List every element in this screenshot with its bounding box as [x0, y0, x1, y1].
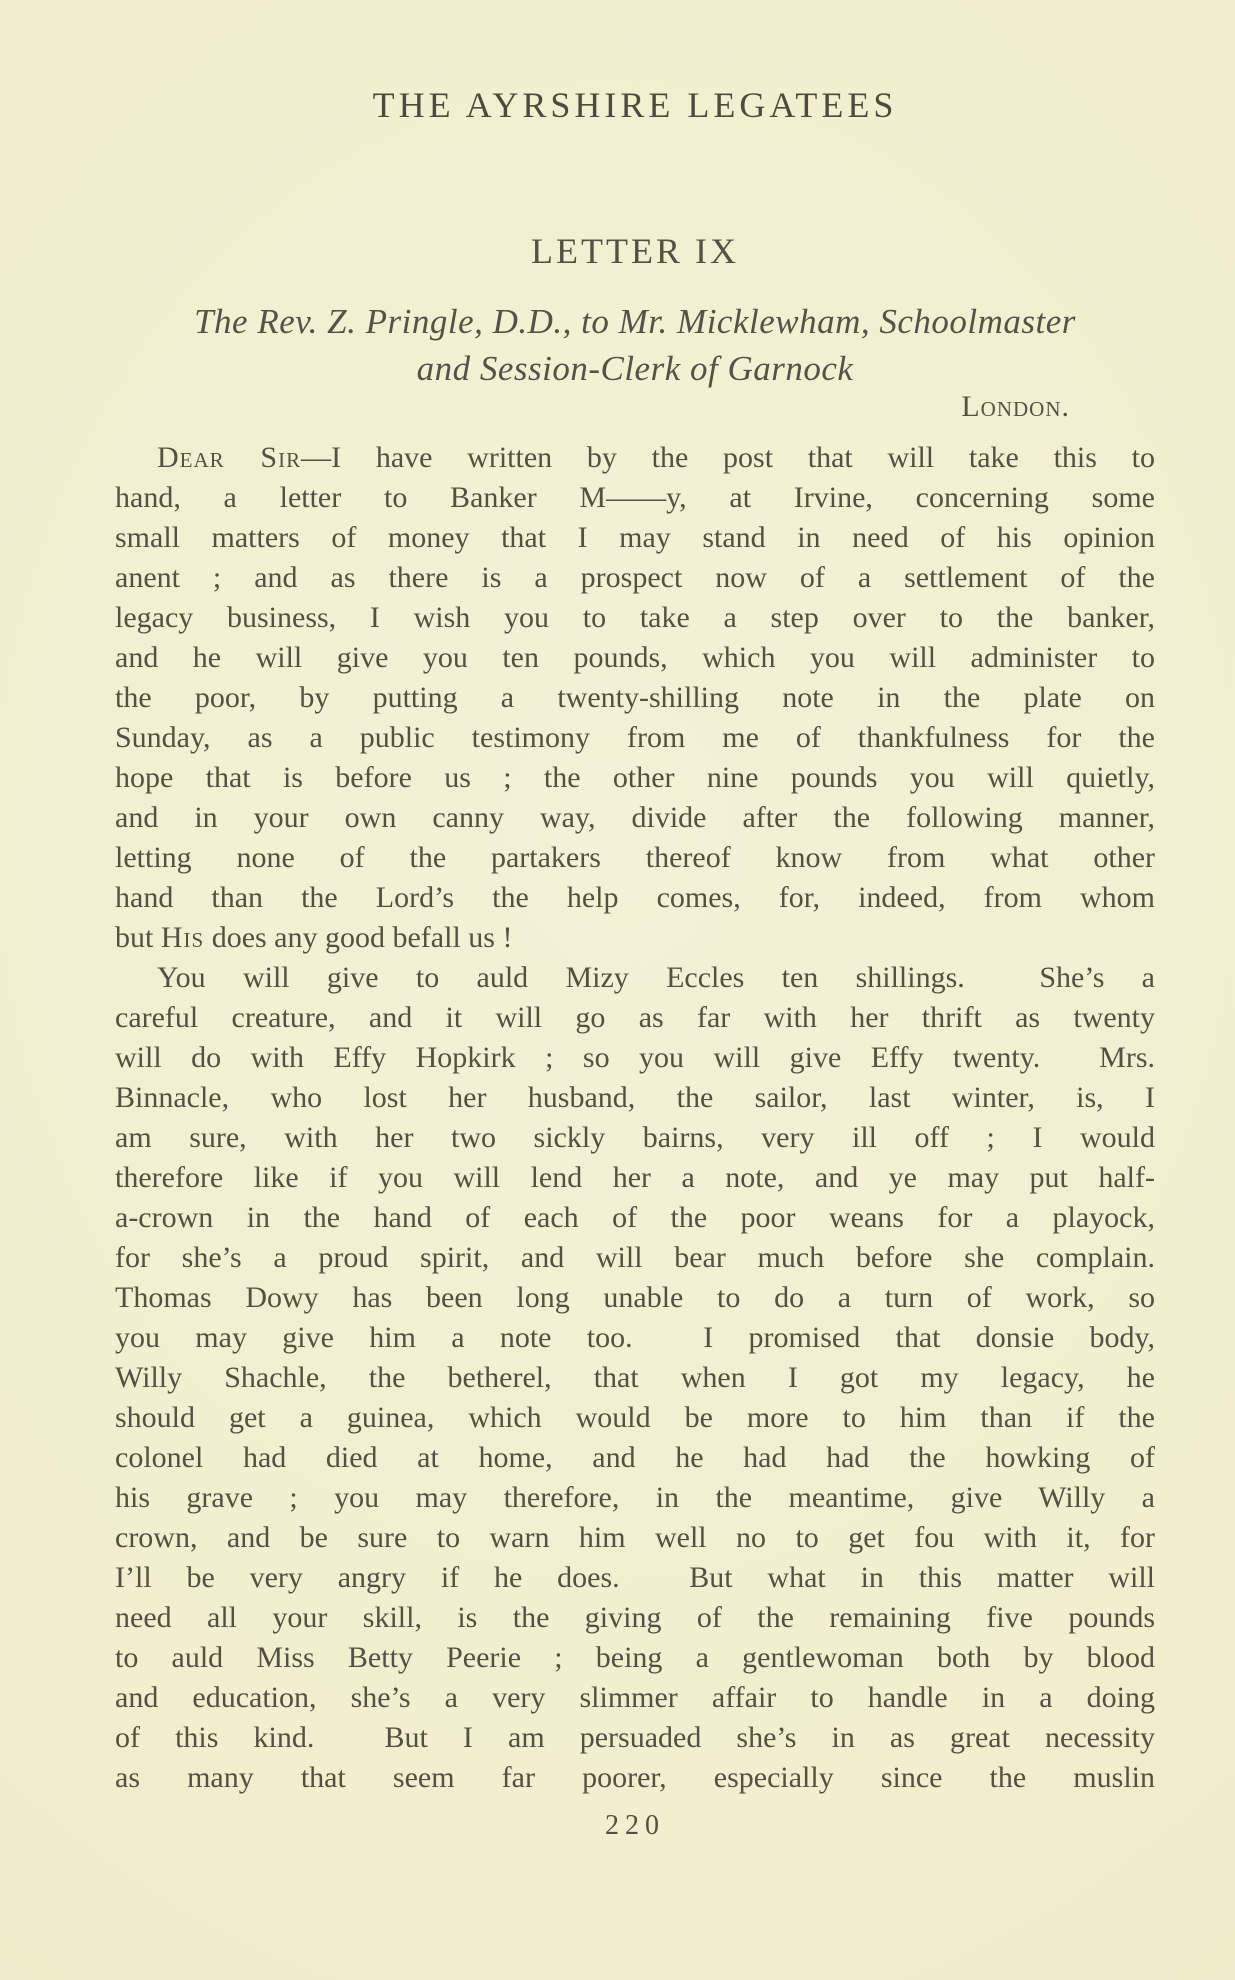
text-line: for she’s a proud spirit, and will bear much before she complain.: [115, 1241, 1155, 1274]
text-line: anent ; and as there is a prospect now of a settlement of the: [115, 561, 1155, 594]
text-line: Binnacle, who lost her husband, the sailor, last winter, is, I: [115, 1081, 1155, 1114]
text-line: Sunday, as a public testimony from me of thankfulness for the: [115, 721, 1155, 754]
text-line: I’ll be very angry if he does. But what in this matter will: [115, 1561, 1155, 1594]
text-line: crown, and be sure to warn him well no to get fou with it, for: [115, 1521, 1155, 1554]
address-line-2: and Session-Clerk of Garnock: [416, 349, 854, 388]
text-line: Thomas Dowy has been long unable to do a turn of work, so: [115, 1281, 1155, 1314]
page-number: 220: [605, 1810, 665, 1841]
text-line: [115, 438, 1155, 478]
text-span: but: [115, 921, 161, 954]
dateline-text: London.: [961, 390, 1070, 423]
text-line: hand than the Lord’s the help comes, for, indeed, from whom: [115, 881, 1155, 914]
text-line: of this kind. But I am persuaded she’s in as great necessity: [115, 1721, 1155, 1754]
text-line: and in your own canny way, divide after the following manner,: [115, 801, 1155, 834]
text-line: need all your skill, is the giving of the remaining five pounds: [115, 1601, 1155, 1634]
emphasis-his: His: [160, 921, 205, 954]
text-line: Willy Shachle, the betherel, that when I got my legacy, he: [115, 1361, 1155, 1394]
text-line: the poor, by putting a twenty-shilling note in the plate on: [115, 681, 1155, 714]
text-line: his grave ; you may therefore, in the meantime, give Willy a: [115, 1481, 1155, 1514]
text-line: as many that seem far poorer, especially since the muslin: [115, 1761, 1155, 1794]
text-line: hand, a letter to Banker M——y, at Irvine, concerning some: [115, 481, 1155, 514]
address-line-1: The Rev. Z. Pringle, D.D., to Mr. Micklewham, Schoolmaster: [194, 302, 1076, 341]
text-line: a-crown in the hand of each of the poor weans for a playock,: [115, 1201, 1155, 1234]
text-line: am sure, with her two sickly bairns, very ill off ; I would: [115, 1121, 1155, 1154]
text-line: and he will give you ten pounds, which you will administer to: [115, 641, 1155, 674]
letter-heading: LETTER IX: [531, 231, 739, 271]
letter-body: [115, 438, 1155, 1798]
dateline: [115, 390, 1155, 424]
letter-address: [75, 298, 1195, 392]
text-span: does any good befall us !: [204, 921, 513, 954]
text-line: and education, she’s a very slimmer affair to handle in a doing: [115, 1681, 1155, 1714]
text-line: letting none of the partakers thereof know from what other: [115, 841, 1155, 874]
text-line: colonel had died at home, and he had had the howking of: [115, 1441, 1155, 1474]
text-line: hope that is before us ; the other nine pounds you will quietly,: [115, 761, 1155, 794]
text-line: small matters of money that I may stand in need of his opinion: [115, 521, 1155, 554]
text-line: legacy business, I wish you to take a step over to the banker,: [115, 601, 1155, 634]
running-head: THE AYRSHIRE LEGATEES: [372, 85, 898, 125]
text-line: to auld Miss Betty Peerie ; being a gentlewoman both by blood: [115, 1641, 1155, 1674]
text-line: you may give him a note too. I promised that donsie body,: [115, 1321, 1155, 1354]
text-line: should get a guinea, which would be more to him than if the: [115, 1401, 1155, 1434]
text-span: —I have written by the post that will take this to: [301, 441, 1155, 474]
salutation: Dear Sir: [157, 441, 302, 474]
text-line: You will give to auld Mizy Eccles ten shillings. She’s a: [157, 961, 1155, 994]
text-line: will do with Effy Hopkirk ; so you will give Effy twenty. Mrs.: [115, 1041, 1155, 1074]
text-line: [115, 918, 1155, 958]
text-line: therefore like if you will lend her a note, and ye may put half-: [115, 1161, 1155, 1194]
text-line: careful creature, and it will go as far with her thrift as twenty: [115, 1001, 1155, 1034]
